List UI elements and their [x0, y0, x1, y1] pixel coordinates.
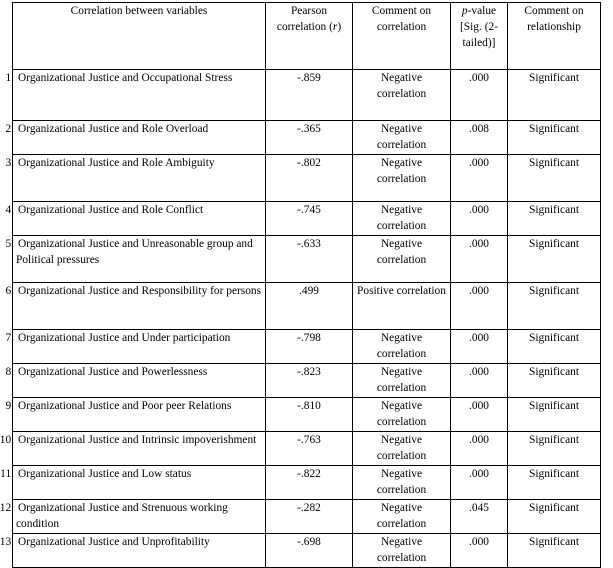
comment-relationship-cell: Significant [508, 202, 601, 236]
header-comment-relationship: Comment on relationship [508, 3, 601, 70]
pvalue-cell: .000 [451, 432, 508, 466]
pvalue-cell: .000 [451, 155, 508, 202]
row-number: 8. [5, 366, 14, 378]
comment-relationship-cell: Significant [508, 534, 601, 568]
table-row [13, 155, 601, 202]
comment-relationship-cell: Significant [508, 155, 601, 202]
row-number: 9. [5, 400, 14, 412]
comment-correlation-cell: Negative correlation [353, 364, 451, 398]
comment-correlation-cell: Negative correlation [353, 466, 451, 500]
variables-cell [5, 364, 266, 398]
comment-correlation-cell: Negative correlation [353, 202, 451, 236]
comment-correlation-cell: Negative correlation [353, 121, 451, 155]
comment-relationship-cell: Significant [508, 398, 601, 432]
variables-text: Organizational Justice and Intrinsic impoverishment [18, 434, 257, 446]
variables-cell [0, 500, 266, 534]
pearson-cell: -.822 [266, 466, 353, 500]
table-row [13, 121, 601, 155]
pearson-cell: -.798 [266, 330, 353, 364]
comment-correlation-cell: Negative correlation [353, 432, 451, 466]
comment-relationship-cell: Significant [508, 500, 601, 534]
variables-cell [5, 236, 266, 283]
table-row [13, 236, 601, 283]
pvalue-cell: .045 [451, 500, 508, 534]
variables-text: Organizational Justice and Poor peer Relations [18, 400, 232, 412]
pvalue-cell: .000 [451, 466, 508, 500]
comment-correlation-cell: Positive correlation [353, 283, 451, 330]
pearson-cell: -.745 [266, 202, 353, 236]
comment-relationship-cell: Significant [508, 236, 601, 283]
comment-relationship-cell: Significant [508, 432, 601, 466]
pearson-cell: .499 [266, 283, 353, 330]
variables-cell [5, 330, 266, 364]
pvalue-cell: .000 [451, 70, 508, 121]
pvalue-cell: .000 [451, 534, 508, 568]
variables-cell [0, 432, 266, 466]
comment-correlation-cell: Negative correlation [353, 398, 451, 432]
table-row [13, 432, 601, 466]
pearson-cell: -.698 [266, 534, 353, 568]
comment-relationship-cell: Significant [508, 70, 601, 121]
row-number: 1. [5, 72, 14, 84]
row-number: 2. [5, 123, 14, 135]
header-variables: Correlation between variables [13, 3, 266, 70]
comment-relationship-cell: Significant [508, 330, 601, 364]
header-pearson [266, 3, 353, 70]
pvalue-cell: .000 [451, 202, 508, 236]
variables-text: Organizational Justice and Occupational Stress [18, 72, 233, 84]
pearson-cell: -.859 [266, 70, 353, 121]
pearson-cell: -.365 [266, 121, 353, 155]
table-row [13, 398, 601, 432]
row-number: 3. [5, 157, 14, 169]
variables-cell [5, 398, 266, 432]
variables-cell [5, 283, 266, 330]
table-row [13, 283, 601, 330]
pvalue-cell: .000 [451, 330, 508, 364]
comment-relationship-cell: Significant [508, 364, 601, 398]
correlation-table [0, 2, 601, 568]
variables-cell [5, 70, 266, 121]
comment-correlation-cell: Negative correlation [353, 534, 451, 568]
row-number: 13. [0, 536, 14, 548]
pvalue-cell: .000 [451, 236, 508, 283]
pvalue-cell: .008 [451, 121, 508, 155]
row-number: 10. [0, 434, 14, 446]
pearson-cell: -.802 [266, 155, 353, 202]
pearson-cell: -.282 [266, 500, 353, 534]
table-row [13, 500, 601, 534]
variables-text: Organizational Justice and Strenuous working condition [16, 502, 228, 530]
pvalue-cell: .000 [451, 364, 508, 398]
variables-text: Organizational Justice and Responsibility for persons [18, 285, 262, 297]
variables-text: Organizational Justice and Unreasonable group and Political pressures [16, 238, 253, 266]
variables-cell [5, 121, 266, 155]
table-row [13, 202, 601, 236]
table-row [13, 534, 601, 568]
header-pearson-label: Pearson correlation (r) [276, 5, 342, 33]
pearson-cell: -.633 [266, 236, 353, 283]
table-row [13, 70, 601, 121]
variables-text: Organizational Justice and Unprofitability [18, 536, 210, 548]
pvalue-cell: .000 [451, 283, 508, 330]
variables-text: Organizational Justice and Role Ambiguity [18, 157, 215, 169]
row-number: 11. [0, 468, 14, 480]
variables-cell [0, 534, 266, 568]
pearson-cell: -.810 [266, 398, 353, 432]
variables-cell [0, 466, 266, 500]
table-row [13, 466, 601, 500]
header-row [13, 3, 601, 70]
variables-cell [5, 155, 266, 202]
comment-relationship-cell: Significant [508, 466, 601, 500]
pearson-cell: -.763 [266, 432, 353, 466]
row-number: 4. [5, 204, 14, 216]
comment-correlation-cell: Negative correlation [353, 155, 451, 202]
row-number: 12. [0, 502, 14, 514]
table-row [13, 330, 601, 364]
variables-text: Organizational Justice and Role Conflict [18, 204, 204, 216]
variables-text: Organizational Justice and Low status [18, 468, 192, 480]
row-number: 6. [5, 285, 14, 297]
pvalue-cell: .000 [451, 398, 508, 432]
comment-relationship-cell: Significant [508, 121, 601, 155]
row-number: 5. [5, 238, 14, 250]
comment-correlation-cell: Negative correlation [353, 70, 451, 121]
variables-text: Organizational Justice and Role Overload [18, 123, 209, 135]
variables-text: Organizational Justice and Under participation [18, 332, 231, 344]
variables-text: Organizational Justice and Powerlessness [18, 366, 208, 378]
table-row [13, 364, 601, 398]
comment-relationship-cell: Significant [508, 283, 601, 330]
comment-correlation-cell: Negative correlation [353, 500, 451, 534]
header-comment-correlation: Comment on correlation [353, 3, 451, 70]
pearson-cell: -.823 [266, 364, 353, 398]
header-pvalue: p-value [Sig. (2-tailed)] [451, 3, 508, 70]
comment-correlation-cell: Negative correlation [353, 330, 451, 364]
row-number: 7. [5, 332, 14, 344]
variables-cell [5, 202, 266, 236]
comment-correlation-cell: Negative correlation [353, 236, 451, 283]
